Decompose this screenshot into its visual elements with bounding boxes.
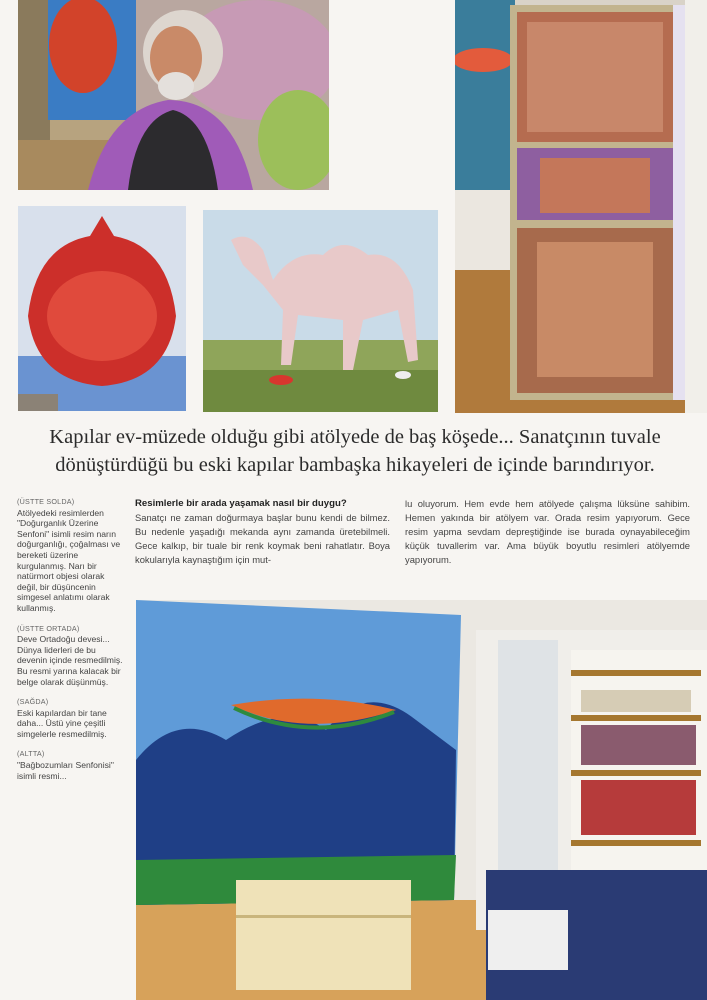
caption-text: Atölyedeki resimlerden "Doğurganlık Üzerine Senfoni" isimli resim narın doğurganlığı, çoğalması ve bereketi üzerine kurgulanmış. Narı bir natürmort objesi olarak değil, bir düşüncenin simgesel anlatımı olarak kullanmış. [17,507,121,613]
studio-photo [136,600,707,1000]
caption-bottom [17,749,125,781]
pomegranate-painting-photo [18,206,186,411]
caption-heading: (ÜSTTE SOLDA) [17,497,75,506]
article-column-2 [405,497,690,567]
article-body-2: lu oluyorum. Hem evde hem atölyede çalışma lüksüne sahibim. Hemen yakında bir atölyem var. Orada resim yapıyorum. Gece resim yapma sevdam depreştiğinde ise burada oynayabileceğim küçük tuvallerim var. Ama büyük boyutlu resimleri atölyemde yapıyorum. [405,498,690,565]
caption-text: Eski kapılardan bir tane daha... Üstü yine çeşitli simgelerle resmedilmiş. [17,707,107,739]
photo-headline [20,423,690,479]
headline-line-2: dönüştürdüğü bu eski kapılar bambaşka hikayeleri de içinde barındırıyor. [55,454,655,476]
article-column-1 [135,497,390,567]
caption-sidebar [17,497,125,791]
article-body-1: Sanatçı ne zaman doğurmaya başlar bunu kendi de bilmez. Bu nedenle yaşadığı mekanda aynı zamanda üretebilmeli. Gece kalkıp, bir tuale bir renk koymak beni rahatlatır. Boya kokularıyla kaynaştığım için mut- [135,512,390,565]
caption-top-middle [17,624,125,688]
camel-painting-photo [203,210,438,412]
headline-line-1: Kapılar ev-müzede olduğu gibi atölyede de baş köşede... Sanatçının tuvale [49,426,661,448]
painted-door-photo [455,0,707,413]
caption-top-left [17,497,125,614]
artist-portrait-photo [18,0,329,190]
caption-text: "Bağbozumları Senfonisi" isimli resmi... [17,760,114,781]
caption-heading: (ALTTA) [17,749,45,759]
caption-heading: (ÜSTTE ORTADA) [17,623,80,633]
caption-right [17,697,125,739]
article-question: Resimlerle bir arada yaşamak nasıl bir duygu? [135,498,347,509]
caption-heading: (SAĞDA) [17,697,49,707]
caption-text: Deve Ortadoğu devesi... Dünya liderleri de bu devenin içinde resmedilmiş. Bu resmi yarına kalacak bir belge olarak düşünmüş. [17,634,123,687]
